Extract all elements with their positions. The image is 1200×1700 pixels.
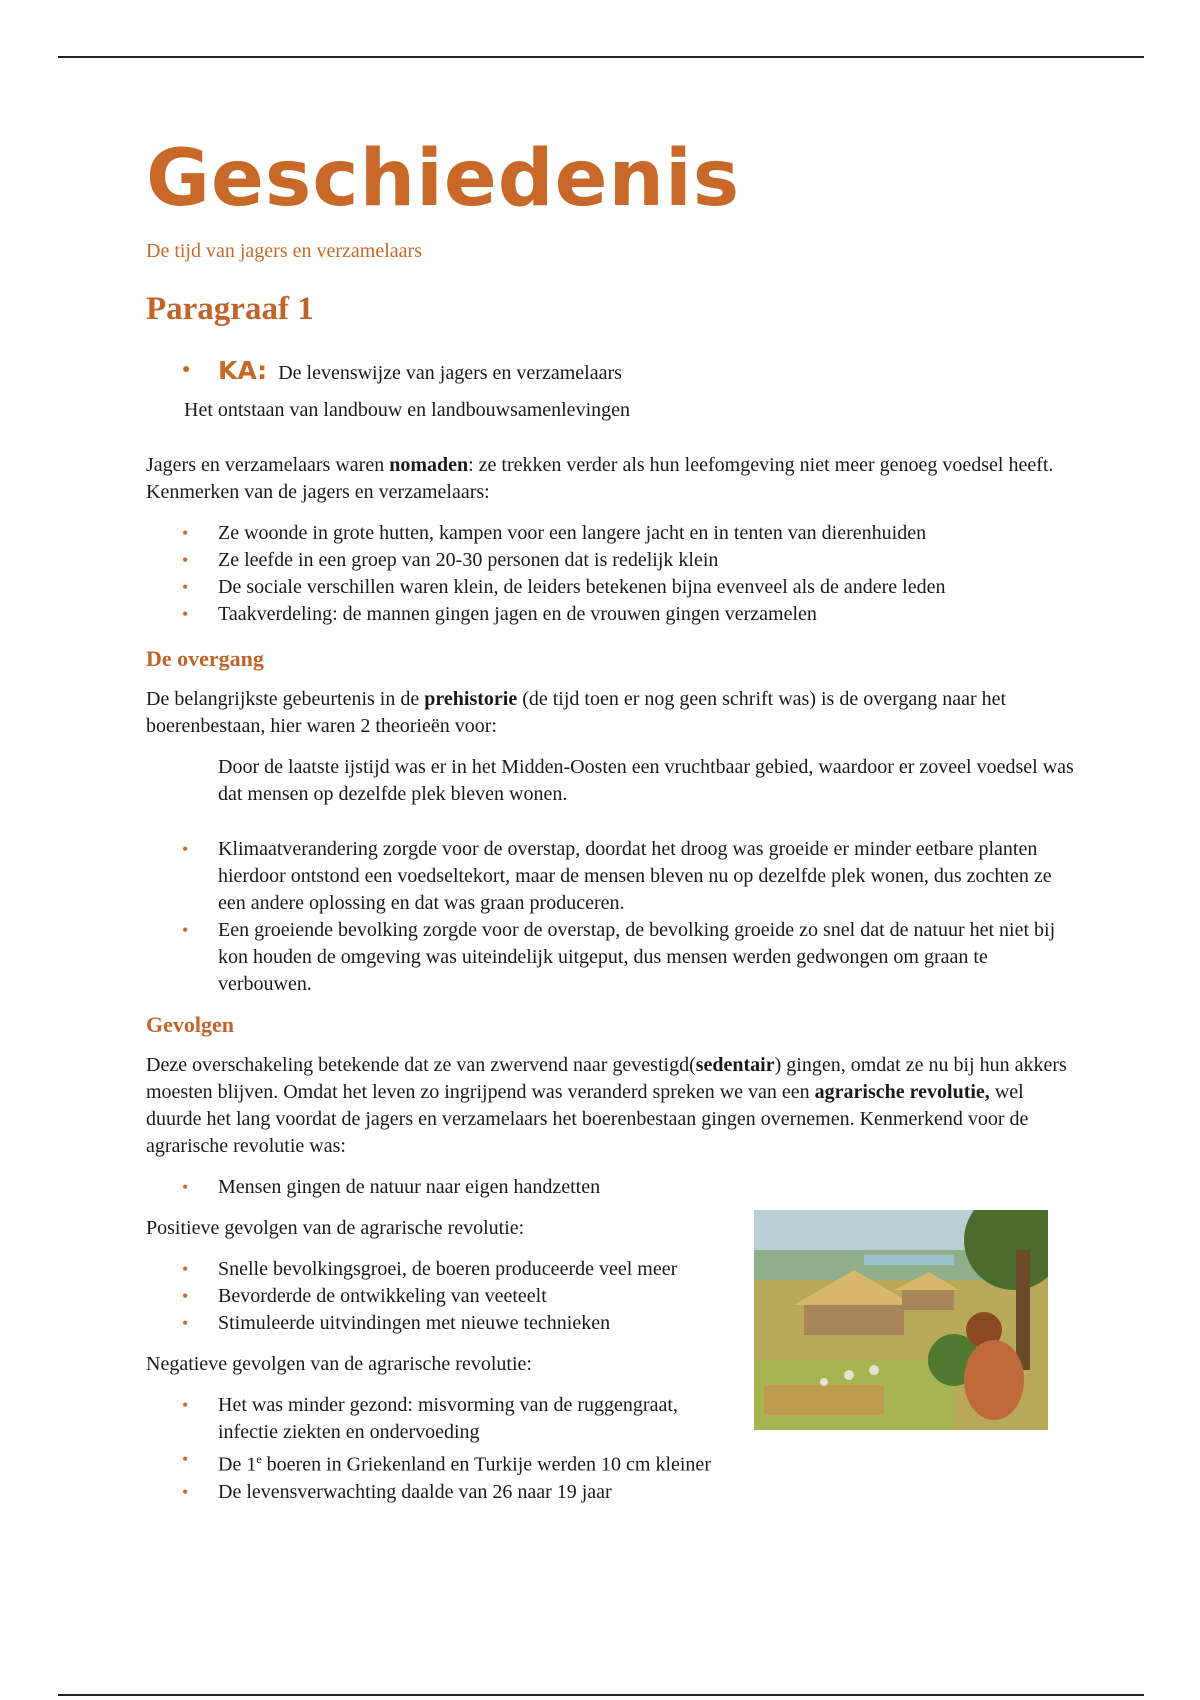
term-prehistorie: prehistorie: [424, 688, 518, 710]
list-item: [146, 836, 1076, 917]
negatief-list: [146, 1392, 766, 1506]
list-item-text: Bevorderde de ontwikkeling van veeteelt: [218, 1285, 547, 1307]
bullet-icon: •: [182, 1177, 189, 1197]
bullet-icon: •: [182, 1481, 189, 1502]
bullet-icon: •: [182, 550, 189, 570]
ka-item: [146, 356, 1076, 385]
top-rule: [58, 56, 1144, 58]
ordinal-superscript: e: [256, 1452, 262, 1466]
list-item: [146, 1283, 746, 1310]
section-heading-gevolgen: Gevolgen: [146, 1012, 234, 1037]
list-item: [146, 1310, 746, 1337]
term-agrarische-revolutie: agrarische revolutie,: [814, 1081, 990, 1103]
list-item-text: De levensverwachting daalde van 26 naar 19 jaar: [218, 1480, 612, 1503]
sheep: [844, 1370, 854, 1380]
intro-text-rest: : ze trekken verder als hun leefomgeving niet meer genoeg voedsel heeft. Kenmerken van de jagers en verzamelaars:: [146, 454, 1054, 503]
list-item-text-rest: boeren in Griekenland en Turkije werden 10 cm kleiner: [261, 1453, 711, 1476]
list-item-text: De sociale verschillen waren klein, de leiders betekenen bijna evenveel als de andere leden: [218, 576, 946, 598]
sheep: [869, 1365, 879, 1375]
list-item-text: Stimuleerde uitvindingen met nieuwe technieken: [218, 1312, 611, 1334]
illustration-svg: [754, 1210, 1048, 1430]
overgang-text-rest: (de tijd toen er nog geen schrift was) is de overgang naar het boerenbestaan, hier waren 2 theorieën voor:: [146, 688, 1007, 737]
intro-paragraph: [146, 452, 1076, 506]
bottom-rule: [58, 1694, 1144, 1696]
plowed-field: [764, 1385, 884, 1415]
theory-indented: Door de laatste ijstijd was er in het Midden-Oosten een vruchtbaar gebied, waardoor er zoveel voedsel was dat mensen op dezelfde plek bleven wonen.: [218, 756, 1074, 805]
bullet-icon: •: [182, 920, 189, 940]
list-item: [146, 1174, 746, 1201]
overgang-text: De belangrijkste gebeurtenis in de: [146, 688, 425, 710]
overgang-paragraph: [146, 686, 1076, 740]
bullet-icon: •: [182, 1313, 189, 1333]
list-item: [146, 917, 1076, 998]
term-nomaden: nomaden: [389, 454, 469, 476]
list-item-text: Een groeiende bevolking zorgde voor de overstap, de bevolking groeide zo snel dat de natuur het niet bij kon houden de omgeving was uiteindelijk uitgeput, dus mensen werden gedwongen om graan te verbouwen.: [218, 919, 1056, 995]
gevolgen-text-2: ) gingen, omdat ze nu bij hun akkers moesten blijven. Omdat het leven zo ingrijpend was veranderd spreken we van een: [146, 1054, 1067, 1103]
kenmerken-list: [146, 520, 1076, 628]
paragraph-heading: Paragraaf 1: [146, 291, 314, 327]
list-item: [146, 601, 1076, 628]
ka-label: KA:: [218, 356, 268, 385]
list-item: [146, 574, 1076, 601]
list-item: [146, 547, 1076, 574]
document-title: Geschiedenis: [146, 134, 741, 224]
bullet-icon: ●: [182, 362, 191, 377]
bullet-icon: •: [182, 523, 189, 543]
list-item: [146, 520, 1076, 547]
list-item-text: De 1: [218, 1453, 257, 1476]
bullet-icon: •: [182, 577, 189, 597]
positief-list: [146, 1256, 746, 1337]
list-item-text: Snelle bevolkingsgroei, de boeren produceerde veel meer: [218, 1258, 678, 1280]
gevolgen-text: Deze overschakeling betekende dat ze van zwervend naar gevestigd(: [146, 1054, 696, 1076]
lake: [864, 1255, 954, 1265]
list-item: [146, 1446, 766, 1479]
list-item-text: Klimaatverandering zorgde voor de overstap, doordat het droog was groeide er minder eetbare planten hierdoor ontstond een voedseltekort, maar de mensen bleven nu op dezelfde plek wonen, dus zochten ze een andere oplossing en dat was graan produceren.: [218, 838, 1052, 914]
positief-heading: Positieve gevolgen van de agrarische revolutie:: [146, 1217, 525, 1239]
document-subtitle: De tijd van jagers en verzamelaars: [146, 240, 422, 262]
list-item-text: Het was minder gezond: misvorming van de ruggengraat, infectie ziekten en ondervoeding: [218, 1394, 678, 1443]
figure-body: [964, 1340, 1024, 1420]
list-item: [146, 1479, 766, 1506]
bullet-icon: •: [182, 839, 189, 859]
second-wall: [902, 1290, 954, 1310]
list-item: [146, 1256, 746, 1283]
list-item-text: Ze leefde in een groep van 20-30 personen dat is redelijk klein: [218, 549, 719, 571]
bullet-icon: •: [182, 1449, 189, 1469]
list-item-text: Taakverdeling: de mannen gingen jagen en de vrouwen gingen verzamelen: [218, 603, 817, 625]
bullet-icon: •: [182, 1395, 189, 1415]
sheep: [820, 1378, 828, 1386]
bullet-icon: •: [182, 604, 189, 624]
bullet-icon: •: [182, 1286, 189, 1306]
house-wall: [804, 1305, 904, 1335]
farming-village-illustration: [754, 1210, 1048, 1430]
list-item-text: Mensen gingen de natuur naar eigen handzetten: [218, 1176, 601, 1198]
ka-second-line: Het ontstaan van landbouw en landbouwsamenlevingen: [184, 399, 630, 421]
tree-trunk: [1016, 1250, 1030, 1370]
theories-list: [146, 836, 1076, 998]
intro-text: Jagers en verzamelaars waren: [146, 454, 390, 476]
list-item: [146, 1392, 766, 1446]
gevolgen-paragraph: [146, 1052, 1076, 1160]
term-sedentair: sedentair: [695, 1054, 775, 1076]
list-item-text: Ze woonde in grote hutten, kampen voor een langere jacht en in tenten van dierenhuiden: [218, 522, 927, 544]
section-heading-overgang: De overgang: [146, 646, 264, 671]
gevolgen-text-3: wel duurde het lang voordat de jagers en verzamelaars het boerenbestaan gingen overnemen. Kenmerkend voor de agrarische revolutie was:: [146, 1081, 1029, 1157]
ka-text: De levenswijze van jagers en verzamelaars: [278, 362, 622, 384]
kenmerk-list: [146, 1174, 746, 1201]
negatief-heading: Negatieve gevolgen van de agrarische revolutie:: [146, 1353, 532, 1375]
bullet-icon: •: [182, 1259, 189, 1279]
